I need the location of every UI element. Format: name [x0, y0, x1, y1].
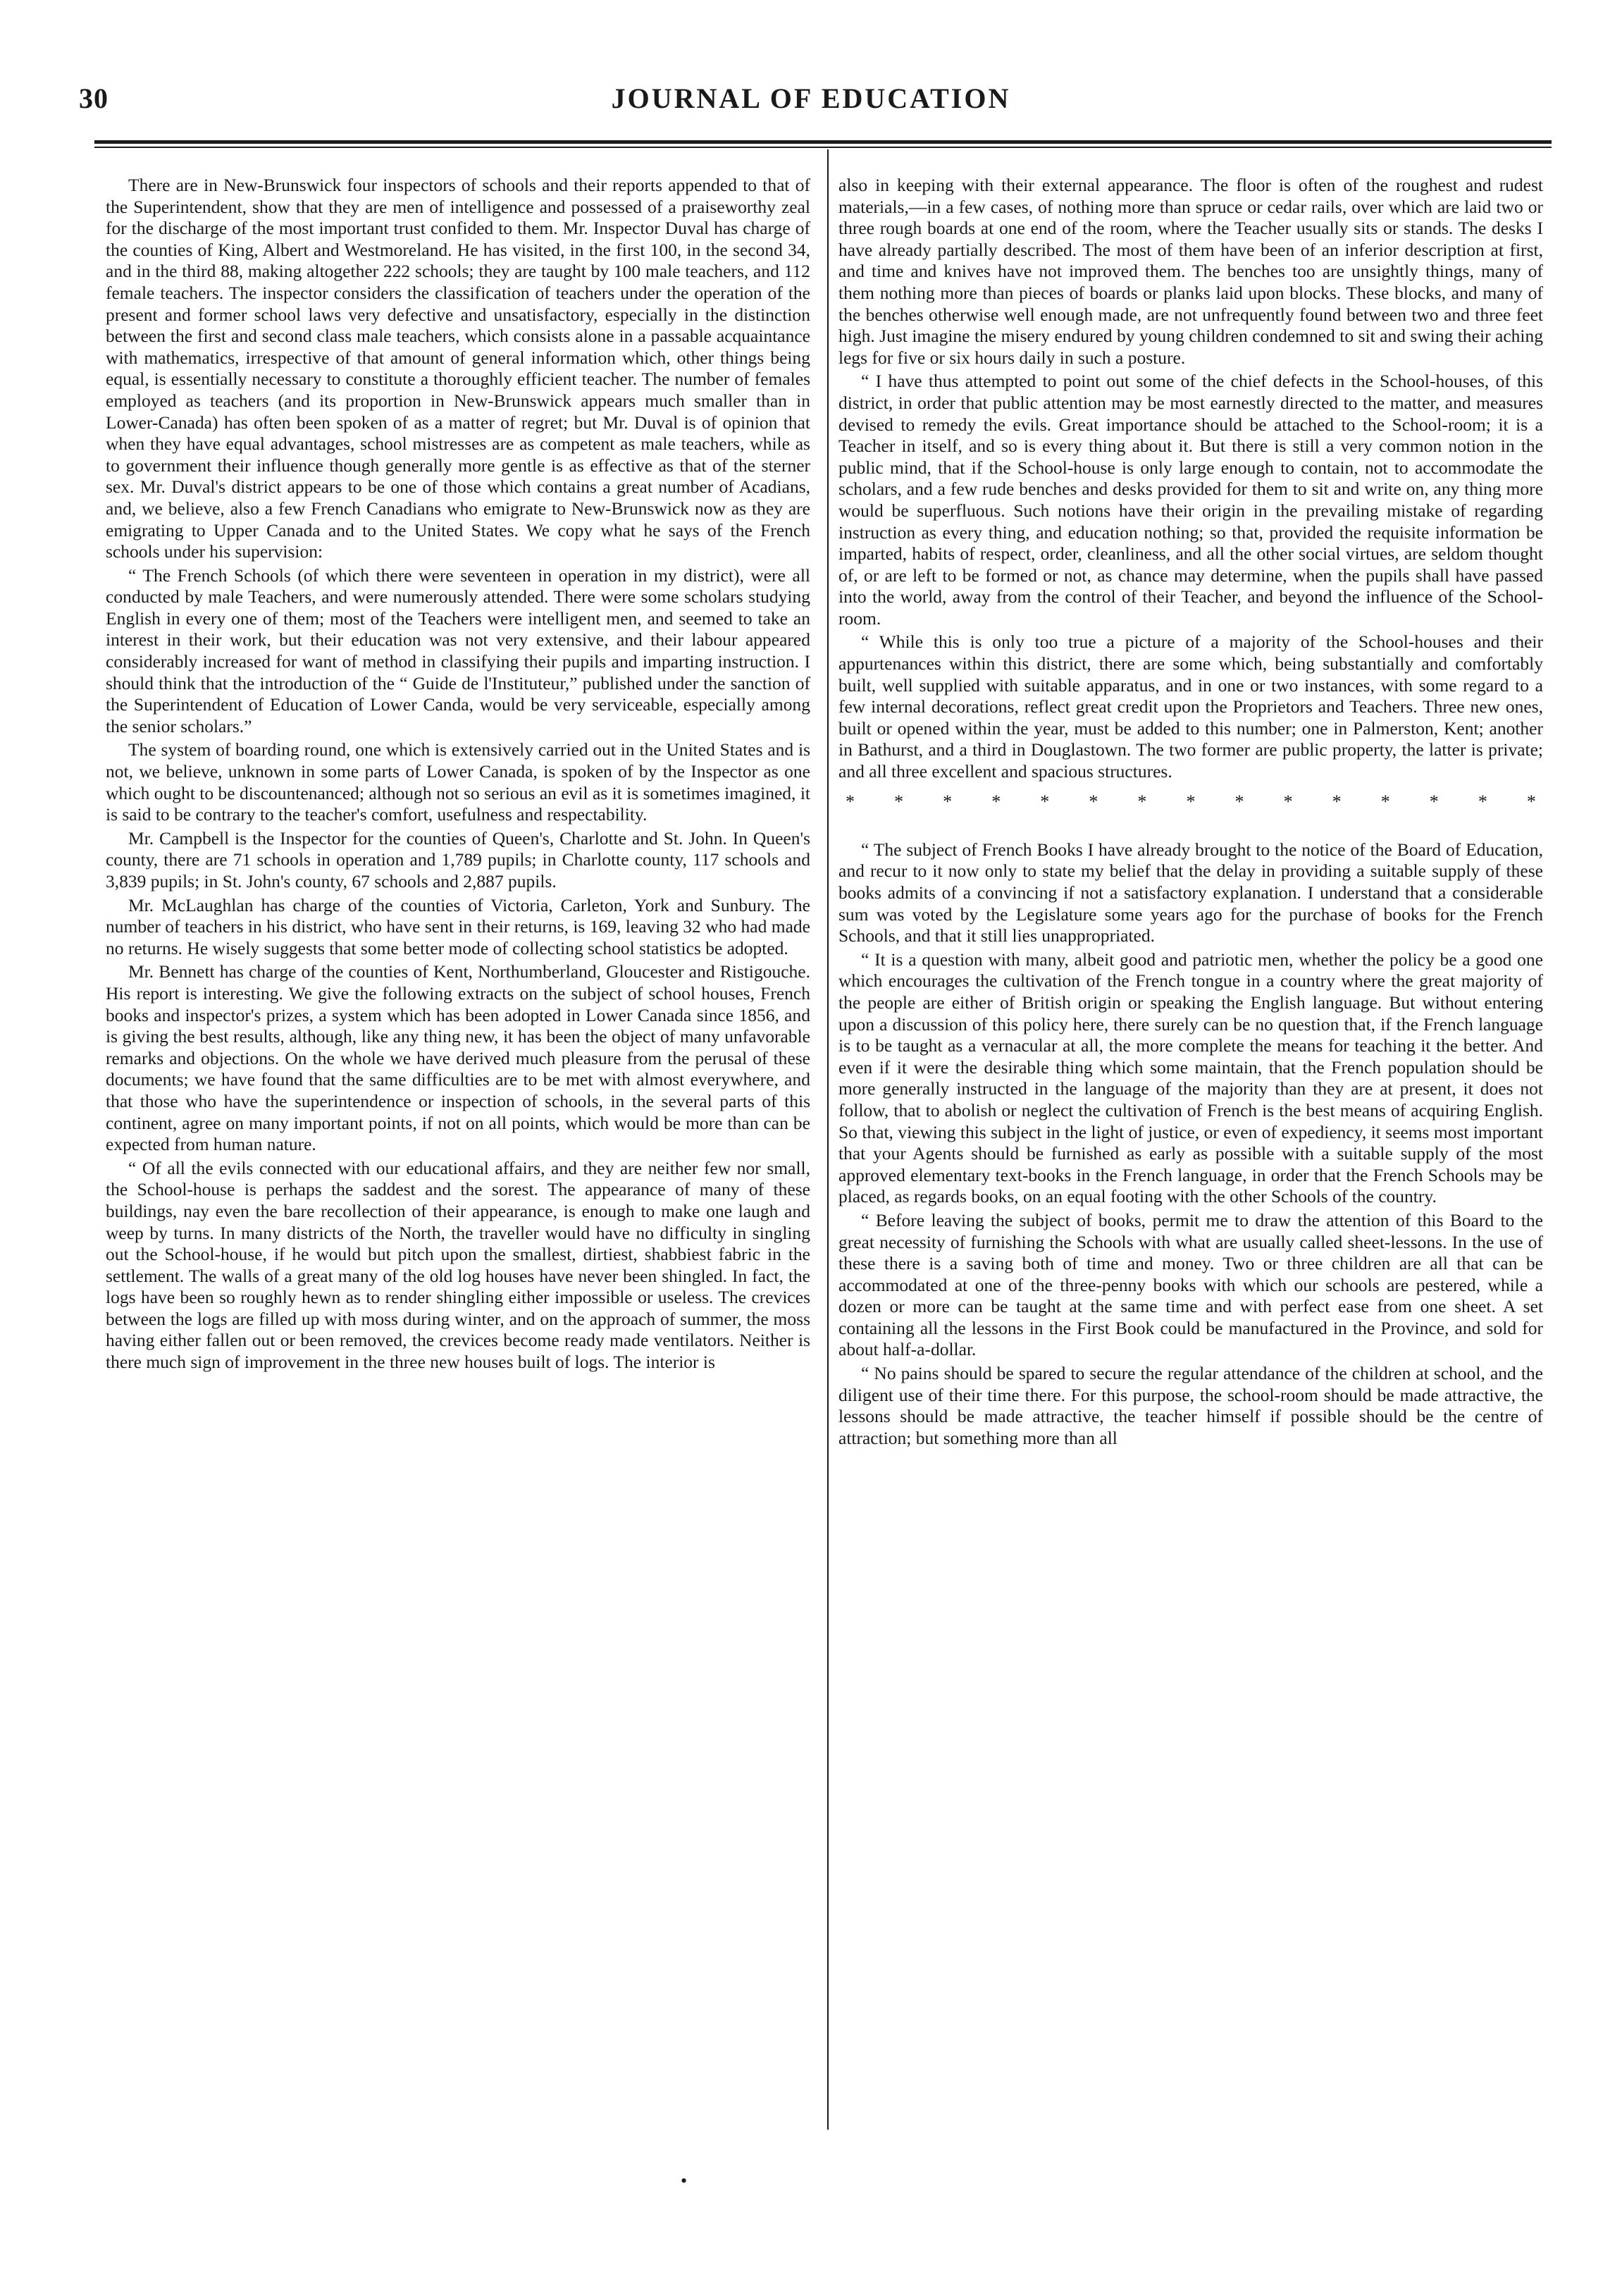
right-column	[838, 175, 1543, 1451]
paragraph: “ Before leaving the subject of books, permit me to draw the attention of this Board to the great necessity of furnishing the Schools with what are usually called sheet-lessons. In the use of these there is a saving both of time and money. Two or three children are all that can be accommodated at one of the three-penny books with which our schools are pestered, while a dozen or more can be taught at the same time and with perfect ease from one sheet. A set containing all the lessons in the First Book could be manufactured in the Province, and sold for about half-a-dollar.	[838, 1209, 1543, 1360]
section-break-star: *	[1380, 791, 1390, 812]
section-break-star: *	[1478, 791, 1487, 812]
paragraph: “ The subject of French Books I have already brought to the notice of the Board of Education, and recur to it now only to state my belief that the delay in providing a suitable supply of these books admits of a convincing if not a satisfactory explanation. I understand that a considerable sum was voted by the Legislature some years ago for the purchase of books for the French Schools, and that it still lies unappropriated.	[838, 839, 1543, 946]
section-break-star: *	[991, 791, 1001, 812]
section-break-star: *	[1429, 791, 1439, 812]
paragraph: The system of boarding round, one which is extensively carried out in the United States and is not, we believe, unknown in some parts of Lower Canada, is spoken of by the Inspector as one which ought to be discountenanced; although not so serious an evil as it is sometimes imagined, it is said to be contrary to the teacher's comfort, usefulness and respectability.	[106, 739, 810, 825]
section-break-star: *	[1186, 791, 1196, 812]
footer-mark: •	[681, 2171, 688, 2191]
column-divider	[827, 149, 829, 2130]
section-break-star: *	[894, 791, 904, 812]
header-rule-thick	[94, 140, 1552, 144]
section-break-star: *	[1283, 791, 1293, 812]
left-column	[106, 175, 810, 1376]
header-rule-thin	[94, 147, 1552, 148]
paragraph: “ Of all the evils connected with our educational affairs, and they are neither few nor small, the School-house is perhaps the saddest and the sorest. The appearance of many of these buildings, nay even the bare recollection of their appearance, is enough to make one laugh and weep by turns. In many districts of the North, the traveller would have no difficulty in singling out the School-house, if he would but pitch upon the smallest, dirtiest, shabbiest fabric in the settlement. The walls of a great many of the old log houses have never been shingled. In fact, the logs have been so roughly hewn as to render shingling either impossible or useless. The crevices between the logs are filled up with moss during winter, and on the approach of summer, the moss having either fallen out or been removed, the crevices become ready made ventilators. Neither is there much sign of improvement in the three new houses built of logs. The interior is	[106, 1157, 810, 1373]
paragraph: “ While this is only too true a picture of a majority of the School-houses and their appurtenances within this district, there are some which, being substantially and comfortably built, well supplied with suitable apparatus, and in one or two instances, with some regard to a few internal decorations, reflect great credit upon the Proprietors and Teachers. Three new ones, built or opened within the year, must be added to this number; one in Palmerston, Kent; another in Bathurst, and a third in Douglastown. The two former are public property, the latter is private; and all three excellent and spacious structures.	[838, 631, 1543, 782]
paragraph: “ I have thus attempted to point out some of the chief defects in the School-houses, of this district, in order that public attention may be most earnestly directed to the matter, and measures devised to remedy the evils. Great importance should be attached to the School-room; it is a Teacher in itself, and so is every thing about it. But there is still a very common notion in the public mind, that if the School-house is only large enough to contain, not to accommodate the scholars, and a few rude benches and desks provided for them to sit and write on, any thing more would be superfluous. Such notions have their origin in the prevailing mistake of regarding instruction as every thing, and education nothing; so that, provided the requisite information be imparted, habits of respect, order, cleanliness, and all the other social virtues, are seldom thought of, or are left to be formed or not, as chance may determine, when the pupils shall have passed into the world, away from the control of their Teacher, and beyond the influence of the School-room.	[838, 371, 1543, 629]
page-number: 30	[79, 82, 109, 114]
paragraph: also in keeping with their external appearance. The floor is often of the roughest and rudest materials,—in a few cases, of nothing more than spruce or cedar rails, over which are laid two or three rough boards at one end of the room, where the Teacher usually sits or stands. The desks I have already partially described. The most of them have been of an inferior description at first, and time and knives have not improved them. The benches too are unsightly things, many of them nothing more than pieces of boards or planks laid upon blocks. These blocks, and many of the benches otherwise well enough made, are not unfrequently found between two and three feet high. Just imagine the misery endured by young children condemned to sit and swing their aching legs for five or six hours daily in such a posture.	[838, 175, 1543, 368]
paragraph: “ It is a question with many, albeit good and patriotic men, whether the policy be a good one which encourages the cultivation of the French tongue in a country where the great majority of the people are either of British origin or speaking the English language. But without entering upon a discussion of this policy here, there surely can be no question that, if the French language is to be taught as a vernacular at all, the more complete the means for teaching it the better. And even if it were the desirable thing which some maintain, that the French population should be more generally instructed in the language of the majority than they are at present, it does not follow, that to abolish or neglect the cultivation of French is the best means of acquiring English. So that, viewing this subject in the light of justice, or even of expediency, it seems most important that your Agents should be furnished as early as possible with a suitable supply of the most approved elementary text-books in the French language, in order that the French Schools may be placed, as regards books, on an equal footing with the other Schools of the country.	[838, 949, 1543, 1207]
section-break-star: *	[1089, 791, 1098, 812]
section-break-star: *	[1234, 791, 1244, 812]
paragraph: There are in New-Brunswick four inspectors of schools and their reports appended to that of the Superintendent, show that they are men of intelligence and possessed of a praiseworthy zeal for the discharge of the most important trust confided to them. Mr. Inspector Duval has charge of the counties of King, Albert and Westmoreland. He has visited, in the first 100, in the second 34, and in the third 88, making altogether 222 schools; they are taught by 100 male teachers, and 112 female teachers. The inspector considers the classification of teachers under the operation of the present and former school laws very defective and unsatisfactory, especially in the distinction between the first and second class male teachers, which consists alone in a passable acquaintance with mathematics, irrespective of that amount of general information which, other things being equal, is essentially necessary to constitute a thoroughly efficient teacher. The number of females employed as teachers (and its proportion in New-Brunswick appears much smaller than in Lower-Canada) has often been spoken of as a matter of regret; but Mr. Duval is of opinion that when they have equal advantages, school mistresses are as competent as male teachers, while as to government their influence though generally more gentle is as effective as that of the sterner sex. Mr. Duval's district appears to be one of those which contains a great number of Acadians, and, we believe, also a few French Canadians who emigrate to New-Brunswick now as they are emigrating to Upper Canada and to the United States. We copy what he says of the French schools under his supervision:	[106, 175, 810, 562]
section-break-star: *	[846, 791, 855, 812]
section-break-star: *	[1332, 791, 1342, 812]
paragraph: Mr. Bennett has charge of the counties of Kent, Northumberland, Gloucester and Ristigouche. His report is interesting. We give the following extracts on the subject of school houses, French books and inspector's prizes, a system which has been adopted in Lower Canada since 1856, and is giving the best results, although, like any thing new, it has been the object of many unfavorable remarks and objections. On the whole we have derived much pleasure from the perusal of these documents; we have found that the same difficulties are to be met with almost everywhere, and that those who have the superintendence or inspection of schools, in the several parts of this continent, agree on many important points, if not on all points, which would be more than can be expected from human nature.	[106, 961, 810, 1155]
paragraph: Mr. McLaughlan has charge of the counties of Victoria, Carleton, York and Sunbury. The number of teachers in his district, who have sent in their returns, is 169, leaving 32 who had made no returns. He wisely suggests that some better mode of collecting school statistics be adopted.	[106, 894, 810, 958]
section-break-star: *	[1137, 791, 1147, 812]
section-break-star: *	[1040, 791, 1050, 812]
paragraph: Mr. Campbell is the Inspector for the counties of Queen's, Charlotte and St. John. In Queen's county, there are 71 schools in operation and 1,789 pupils; in Charlotte county, 117 schools and 3,839 pupils; in St. John's county, 67 schools and 2,887 pupils.	[106, 827, 810, 891]
paragraph: “ No pains should be spared to secure the regular attendance of the children at school, and the diligent use of their time there. For this purpose, the school-room should be made attractive, the lessons should be made attractive, the teacher himself if possible should be the centre of attraction; but something more than all	[838, 1363, 1543, 1448]
section-break-star: *	[1526, 791, 1536, 812]
running-title: JOURNAL OF EDUCATION	[611, 82, 1011, 114]
section-break	[838, 785, 1543, 820]
paragraph: “ The French Schools (of which there were seventeen in operation in my district), were all conducted by male Teachers, and were numerously attended. There were some scholars studying English in every one of them; most of the Teachers were intelligent men, and seemed to take an interest in their work, but their education was not very extensive, and their labour appeared considerably increased for want of method in classifying their pupils and imparting instruction. I should think that the introduction of the “ Guide de l'Instituteur,” published under the sanction of the Superintendent of Education of Lower Canda, would be very serviceable, especially among the senior scholars.”	[106, 564, 810, 736]
section-break-star: *	[943, 791, 953, 812]
